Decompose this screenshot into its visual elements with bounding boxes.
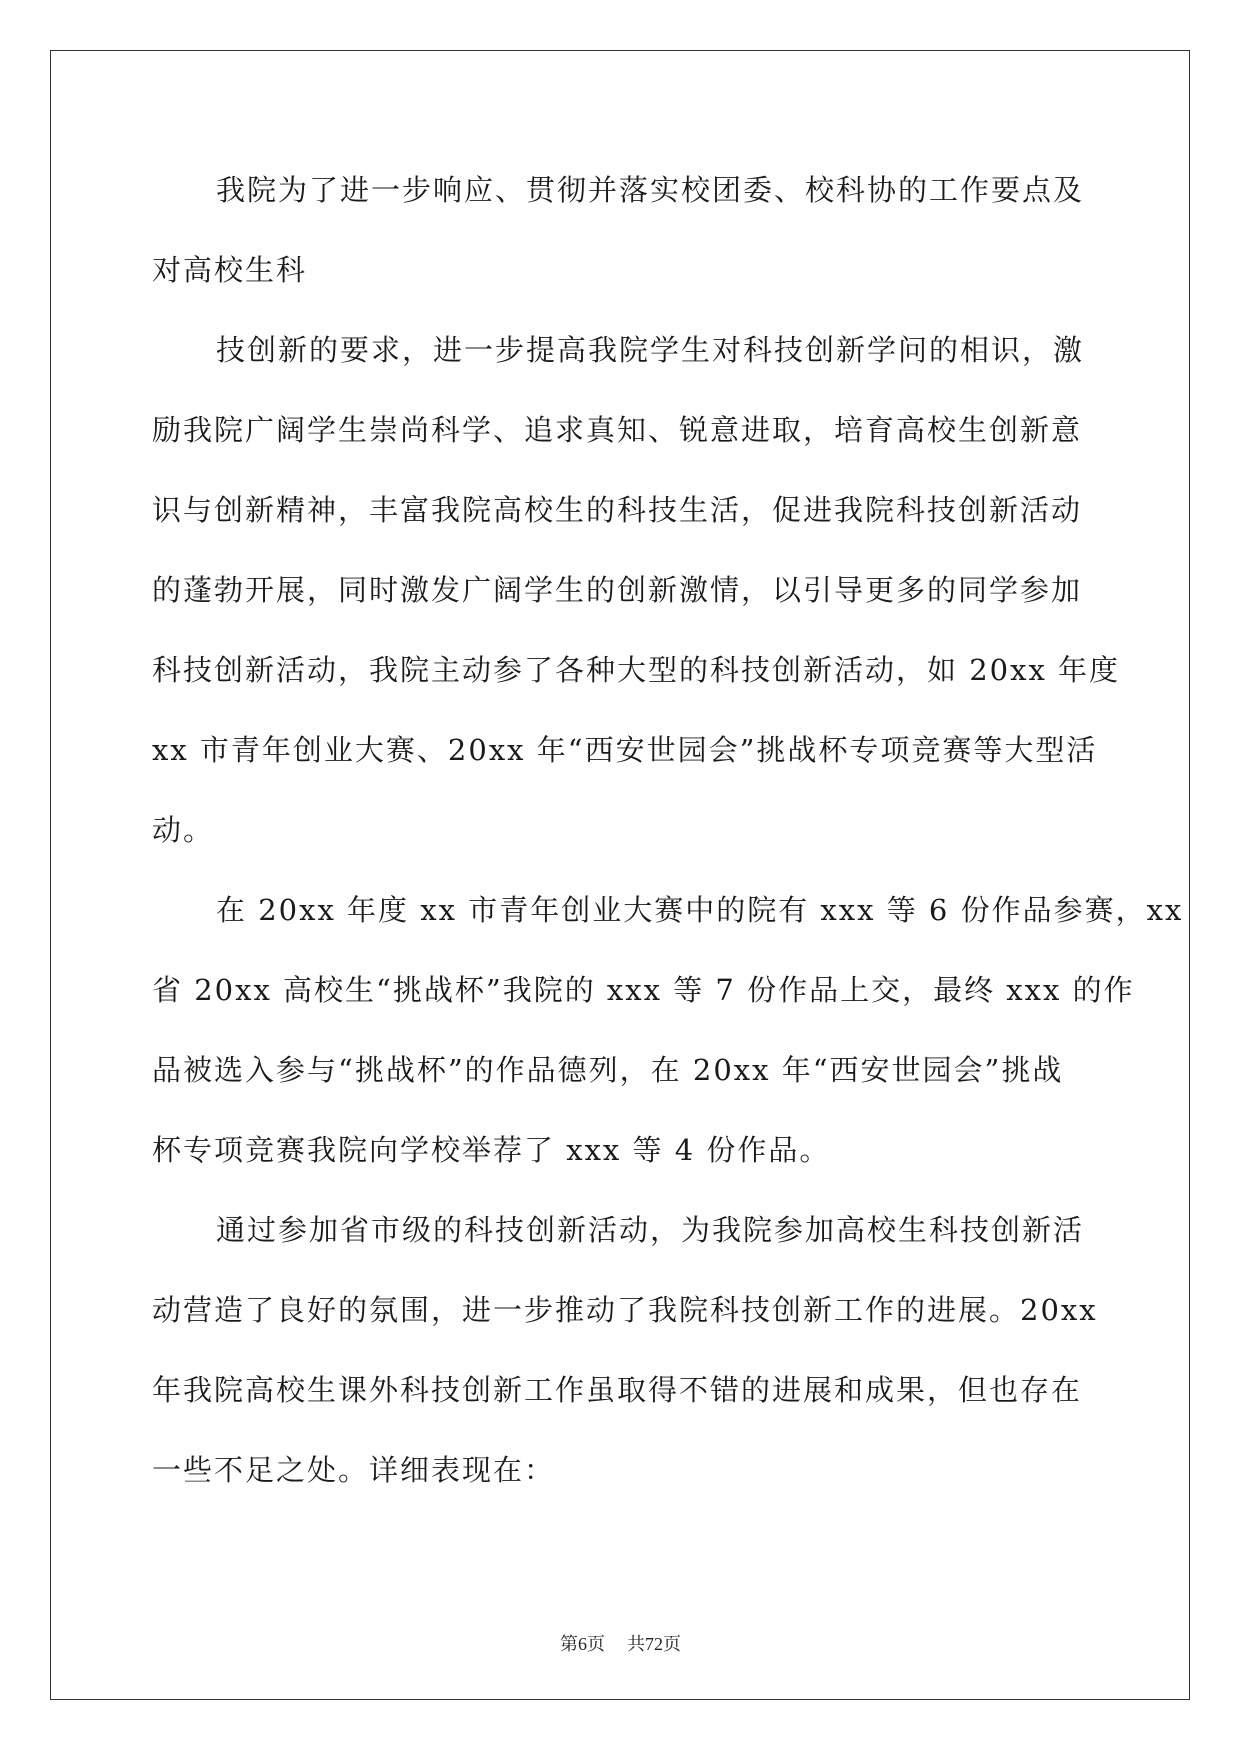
paragraph-4-line-4: 一些不足之处。详细表现在：	[152, 1453, 556, 1487]
footer-total-suffix: 页	[663, 1634, 681, 1655]
paragraph-2-line-3: 识与创新精神，丰富我院高校生的科技生活，促进我院科技创新活动	[152, 493, 1083, 527]
paragraph-4-line-1: 通过参加省市级的科技创新活动，为我院参加高校生科技创新活	[216, 1213, 1085, 1247]
paragraph-2-line-7: 动。	[152, 813, 215, 847]
paragraph-4-line-3: 年我院高校生课外科技创新工作虽取得不错的进展和成果，但也存在	[152, 1373, 1083, 1407]
paragraph-2-line-2: 励我院广阔学生崇尚科学、追求真知、锐意进取，培育高校生创新意	[152, 413, 1083, 447]
paragraph-1-line-1: 我院为了进一步响应、贯彻并落实校团委、校科协的工作要点及	[216, 173, 1085, 207]
footer-prefix: 第	[560, 1634, 578, 1655]
paragraph-2-line-1: 技创新的要求，进一步提高我院学生对科技创新学问的相识，激	[216, 333, 1085, 367]
paragraph-3-line-4: 杯专项竞赛我院向学校举荐了 xxx 等 4 份作品。	[152, 1133, 831, 1167]
footer-page-suffix: 页	[587, 1634, 605, 1655]
paragraph-3-line-2: 省 20xx 高校生“挑战杯”我院的 xxx 等 7 份作品上交，最终 xxx 的作	[152, 973, 1135, 1007]
paragraph-2-line-6: xx 市青年创业大赛、20xx 年“西安世园会”挑战杯专项竞赛等大型活	[152, 733, 1098, 767]
paragraph-1-line-2: 对高校生科	[152, 253, 308, 287]
paragraph-3-line-1: 在 20xx 年度 xx 市青年创业大赛中的院有 xxx 等 6 份作品参赛，xx	[216, 893, 1184, 927]
paragraph-3-line-3: 品被选入参与“挑战杯”的作品德列，在 20xx 年“西安世园会”挑战	[152, 1053, 1064, 1087]
paragraph-2-line-4: 的蓬勃开展，同时激发广阔学生的创新激情，以引导更多的同学参加	[152, 573, 1083, 607]
footer-total-prefix: 共	[627, 1634, 645, 1655]
footer-current-page: 6	[578, 1634, 587, 1654]
footer-total-pages: 72	[645, 1634, 663, 1654]
paragraph-4-line-2: 动营造了良好的氛围，进一步推动了我院科技创新工作的进展。20xx	[152, 1293, 1098, 1327]
page-footer	[0, 1630, 1241, 1656]
document-body	[152, 160, 1184, 1520]
paragraph-2-line-5: 科技创新活动，我院主动参了各种大型的科技创新活动，如 20xx 年度	[152, 653, 1121, 687]
